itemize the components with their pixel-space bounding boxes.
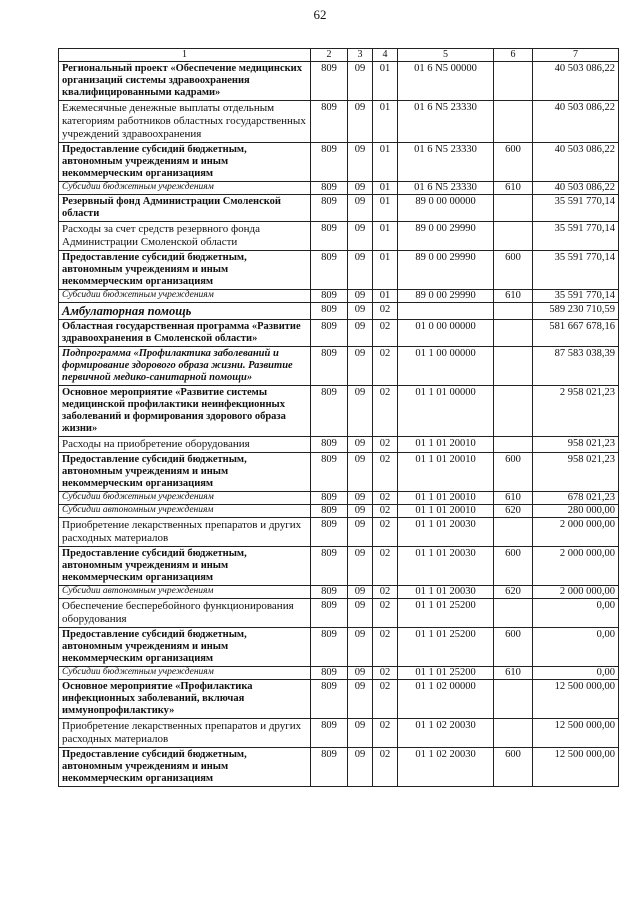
section-cell: 09 <box>348 62 373 101</box>
expense-type-cell <box>494 101 533 143</box>
item-name-cell: Резервный фонд Администрации Смоленской области <box>59 195 311 222</box>
subsection-cell: 02 <box>373 386 398 437</box>
target-article-cell: 01 6 N5 23330 <box>398 182 494 195</box>
table-row <box>59 437 619 453</box>
amount-cell: 12 500 000,00 <box>533 719 619 748</box>
amount-cell: 678 021,23 <box>533 492 619 505</box>
target-article-cell: 01 1 01 20030 <box>398 518 494 547</box>
expense-type-cell <box>494 320 533 347</box>
amount-cell: 958 021,23 <box>533 437 619 453</box>
table-row <box>59 505 619 518</box>
target-article-cell: 89 0 00 29990 <box>398 251 494 290</box>
subsection-cell: 01 <box>373 143 398 182</box>
ministry-code-cell: 809 <box>311 719 348 748</box>
subsection-cell: 02 <box>373 492 398 505</box>
table-row <box>59 667 619 680</box>
item-name-cell: Предоставление субсидий бюджетным, автономным учреждениям и иным некоммерческим организациям <box>59 453 311 492</box>
section-cell: 09 <box>348 680 373 719</box>
page-number: 62 <box>313 7 327 22</box>
ministry-code-cell: 809 <box>311 251 348 290</box>
item-name-cell: Предоставление субсидий бюджетным, автономным учреждениям и иным некоммерческим организациям <box>59 547 311 586</box>
ministry-code-cell: 809 <box>311 182 348 195</box>
ministry-code-cell: 809 <box>311 222 348 251</box>
section-cell: 09 <box>348 222 373 251</box>
subsection-cell: 01 <box>373 222 398 251</box>
ministry-code-cell: 809 <box>311 628 348 667</box>
ministry-code-cell: 809 <box>311 195 348 222</box>
table-row <box>59 195 619 222</box>
table-row <box>59 586 619 599</box>
subsection-cell: 02 <box>373 347 398 386</box>
section-cell: 09 <box>348 599 373 628</box>
expense-type-cell: 600 <box>494 628 533 667</box>
item-name-cell: Амбулаторная помощь <box>59 303 311 320</box>
target-article-cell: 01 1 02 20030 <box>398 748 494 787</box>
expense-type-cell: 620 <box>494 505 533 518</box>
item-name-cell: Ежемесячные денежные выплаты отдельным категориям работников областных государственных учреждений здравоохранения <box>59 101 311 143</box>
expense-type-cell <box>494 386 533 437</box>
item-name-cell: Расходы за счет средств резервного фонда Администрации Смоленской области <box>59 222 311 251</box>
amount-cell: 958 021,23 <box>533 453 619 492</box>
item-name-cell: Предоставление субсидий бюджетным, автономным учреждениям и иным некоммерческим организациям <box>59 628 311 667</box>
target-article-cell: 01 1 01 20030 <box>398 586 494 599</box>
expense-type-cell <box>494 680 533 719</box>
header-cell-4: 4 <box>373 49 398 62</box>
section-cell: 09 <box>348 719 373 748</box>
section-cell: 09 <box>348 437 373 453</box>
ministry-code-cell: 809 <box>311 680 348 719</box>
table-body <box>59 62 619 787</box>
ministry-code-cell: 809 <box>311 505 348 518</box>
expense-type-cell <box>494 303 533 320</box>
item-name-cell: Региональный проект «Обеспечение медицинских организаций системы здравоохранения квалифицированными кадрами» <box>59 62 311 101</box>
amount-cell: 40 503 086,22 <box>533 143 619 182</box>
table-row <box>59 492 619 505</box>
expense-type-cell: 610 <box>494 290 533 303</box>
subsection-cell: 01 <box>373 251 398 290</box>
target-article-cell: 01 1 02 00000 <box>398 680 494 719</box>
subsection-cell: 02 <box>373 680 398 719</box>
subsection-cell: 01 <box>373 101 398 143</box>
target-article-cell: 01 1 01 20010 <box>398 453 494 492</box>
amount-cell: 35 591 770,14 <box>533 222 619 251</box>
item-name-cell: Расходы на приобретение оборудования <box>59 437 311 453</box>
table-row <box>59 453 619 492</box>
item-name-cell: Подпрограмма «Профилактика заболеваний и формирование здорового образа жизни. Развитие первичной медико-санитарной помощи» <box>59 347 311 386</box>
item-name-cell: Субсидии бюджетным учреждениям <box>59 182 311 195</box>
target-article-cell: 01 1 01 25200 <box>398 667 494 680</box>
target-article-cell: 01 1 02 20030 <box>398 719 494 748</box>
section-cell: 09 <box>348 586 373 599</box>
item-name-cell: Субсидии бюджетным учреждениям <box>59 290 311 303</box>
expense-type-cell: 600 <box>494 143 533 182</box>
header-cell-2: 2 <box>311 49 348 62</box>
target-article-cell <box>398 303 494 320</box>
item-name-cell: Основное мероприятие «Развитие системы медицинской профилактики неинфекционных заболеваний и формирования здорового образа жизни» <box>59 386 311 437</box>
target-article-cell: 01 1 01 20010 <box>398 437 494 453</box>
amount-cell: 87 583 038,39 <box>533 347 619 386</box>
amount-cell: 35 591 770,14 <box>533 251 619 290</box>
header-row <box>59 49 619 62</box>
expense-type-cell <box>494 195 533 222</box>
section-cell: 09 <box>348 251 373 290</box>
ministry-code-cell: 809 <box>311 586 348 599</box>
section-cell: 09 <box>348 303 373 320</box>
section-cell: 09 <box>348 748 373 787</box>
expense-type-cell <box>494 599 533 628</box>
subsection-cell: 02 <box>373 320 398 347</box>
target-article-cell: 01 1 01 00000 <box>398 386 494 437</box>
table-row <box>59 599 619 628</box>
ministry-code-cell: 809 <box>311 599 348 628</box>
subsection-cell: 01 <box>373 182 398 195</box>
subsection-cell: 02 <box>373 748 398 787</box>
expense-type-cell <box>494 62 533 101</box>
ministry-code-cell: 809 <box>311 547 348 586</box>
section-cell: 09 <box>348 143 373 182</box>
subsection-cell: 02 <box>373 453 398 492</box>
ministry-code-cell: 809 <box>311 143 348 182</box>
subsection-cell: 02 <box>373 586 398 599</box>
item-name-cell: Областная государственная программа «Развитие здравоохранения в Смоленской области» <box>59 320 311 347</box>
ministry-code-cell: 809 <box>311 518 348 547</box>
subsection-cell: 02 <box>373 505 398 518</box>
target-article-cell: 01 1 01 25200 <box>398 628 494 667</box>
section-cell: 09 <box>348 628 373 667</box>
subsection-cell: 02 <box>373 518 398 547</box>
table-row <box>59 320 619 347</box>
expense-type-cell <box>494 347 533 386</box>
expense-type-cell <box>494 222 533 251</box>
table-row <box>59 143 619 182</box>
amount-cell: 35 591 770,14 <box>533 290 619 303</box>
header-cell-7: 7 <box>533 49 619 62</box>
table-row <box>59 680 619 719</box>
amount-cell: 12 500 000,00 <box>533 748 619 787</box>
table-row <box>59 222 619 251</box>
amount-cell: 2 000 000,00 <box>533 586 619 599</box>
subsection-cell: 02 <box>373 547 398 586</box>
ministry-code-cell: 809 <box>311 437 348 453</box>
amount-cell: 589 230 710,59 <box>533 303 619 320</box>
subsection-cell: 01 <box>373 195 398 222</box>
section-cell: 09 <box>348 547 373 586</box>
table-row <box>59 62 619 101</box>
ministry-code-cell: 809 <box>311 748 348 787</box>
table-row <box>59 628 619 667</box>
expense-type-cell: 610 <box>494 667 533 680</box>
ministry-code-cell: 809 <box>311 303 348 320</box>
amount-cell: 280 000,00 <box>533 505 619 518</box>
expense-type-cell: 620 <box>494 586 533 599</box>
header-cell-5: 5 <box>398 49 494 62</box>
table-row <box>59 719 619 748</box>
expense-type-cell: 600 <box>494 251 533 290</box>
expense-type-cell <box>494 437 533 453</box>
subsection-cell: 02 <box>373 599 398 628</box>
item-name-cell: Предоставление субсидий бюджетным, автономным учреждениям и иным некоммерческим организациям <box>59 251 311 290</box>
subsection-cell: 02 <box>373 437 398 453</box>
table-row <box>59 303 619 320</box>
table-row <box>59 748 619 787</box>
item-name-cell: Субсидии автономным учреждениям <box>59 586 311 599</box>
item-name-cell: Приобретение лекарственных препаратов и других расходных материалов <box>59 518 311 547</box>
ministry-code-cell: 809 <box>311 320 348 347</box>
ministry-code-cell: 809 <box>311 453 348 492</box>
ministry-code-cell: 809 <box>311 347 348 386</box>
table-row <box>59 347 619 386</box>
section-cell: 09 <box>348 505 373 518</box>
amount-cell: 581 667 678,16 <box>533 320 619 347</box>
section-cell: 09 <box>348 453 373 492</box>
section-cell: 09 <box>348 492 373 505</box>
subsection-cell: 02 <box>373 628 398 667</box>
amount-cell: 2 958 021,23 <box>533 386 619 437</box>
target-article-cell: 89 0 00 29990 <box>398 222 494 251</box>
amount-cell: 35 591 770,14 <box>533 195 619 222</box>
amount-cell: 0,00 <box>533 599 619 628</box>
table-row <box>59 182 619 195</box>
subsection-cell: 01 <box>373 62 398 101</box>
expense-type-cell <box>494 719 533 748</box>
target-article-cell: 89 0 00 00000 <box>398 195 494 222</box>
amount-cell: 40 503 086,22 <box>533 101 619 143</box>
amount-cell: 0,00 <box>533 628 619 667</box>
table-row <box>59 547 619 586</box>
target-article-cell: 01 1 01 20030 <box>398 547 494 586</box>
subsection-cell: 02 <box>373 719 398 748</box>
header-cell-6: 6 <box>494 49 533 62</box>
target-article-cell: 89 0 00 29990 <box>398 290 494 303</box>
amount-cell: 2 000 000,00 <box>533 518 619 547</box>
item-name-cell: Приобретение лекарственных препаратов и других расходных материалов <box>59 719 311 748</box>
ministry-code-cell: 809 <box>311 492 348 505</box>
target-article-cell: 01 0 00 00000 <box>398 320 494 347</box>
header-cell-1: 1 <box>59 49 311 62</box>
amount-cell: 0,00 <box>533 667 619 680</box>
target-article-cell: 01 1 01 20010 <box>398 492 494 505</box>
item-name-cell: Основное мероприятие «Профилактика инфекционных заболеваний, включая иммунопрофилактику» <box>59 680 311 719</box>
ministry-code-cell: 809 <box>311 62 348 101</box>
table-row <box>59 101 619 143</box>
ministry-code-cell: 809 <box>311 101 348 143</box>
amount-cell: 2 000 000,00 <box>533 547 619 586</box>
item-name-cell: Предоставление субсидий бюджетным, автономным учреждениям и иным некоммерческим организациям <box>59 143 311 182</box>
section-cell: 09 <box>348 518 373 547</box>
target-article-cell: 01 1 01 25200 <box>398 599 494 628</box>
section-cell: 09 <box>348 667 373 680</box>
table-row <box>59 386 619 437</box>
item-name-cell: Субсидии бюджетным учреждениям <box>59 492 311 505</box>
ministry-code-cell: 809 <box>311 386 348 437</box>
target-article-cell: 01 6 N5 23330 <box>398 101 494 143</box>
section-cell: 09 <box>348 101 373 143</box>
ministry-code-cell: 809 <box>311 667 348 680</box>
target-article-cell: 01 1 01 20010 <box>398 505 494 518</box>
table-row <box>59 251 619 290</box>
section-cell: 09 <box>348 182 373 195</box>
ministry-code-cell: 809 <box>311 290 348 303</box>
section-cell: 09 <box>348 347 373 386</box>
subsection-cell: 02 <box>373 303 398 320</box>
amount-cell: 40 503 086,22 <box>533 182 619 195</box>
amount-cell: 40 503 086,22 <box>533 62 619 101</box>
expense-type-cell: 610 <box>494 492 533 505</box>
expense-type-cell <box>494 518 533 547</box>
section-cell: 09 <box>348 195 373 222</box>
expense-type-cell: 600 <box>494 547 533 586</box>
section-cell: 09 <box>348 290 373 303</box>
section-cell: 09 <box>348 320 373 347</box>
subsection-cell: 02 <box>373 667 398 680</box>
target-article-cell: 01 1 00 00000 <box>398 347 494 386</box>
expense-type-cell: 600 <box>494 748 533 787</box>
target-article-cell: 01 6 N5 23330 <box>398 143 494 182</box>
expense-type-cell: 600 <box>494 453 533 492</box>
item-name-cell: Субсидии автономным учреждениям <box>59 505 311 518</box>
item-name-cell: Обеспечение бесперебойного функционирования оборудования <box>59 599 311 628</box>
amount-cell: 12 500 000,00 <box>533 680 619 719</box>
expense-type-cell: 610 <box>494 182 533 195</box>
header-cell-3: 3 <box>348 49 373 62</box>
item-name-cell: Предоставление субсидий бюджетным, автономным учреждениям и иным некоммерческим организациям <box>59 748 311 787</box>
table-row <box>59 518 619 547</box>
table-row <box>59 290 619 303</box>
target-article-cell: 01 6 N5 00000 <box>398 62 494 101</box>
item-name-cell: Субсидии бюджетным учреждениям <box>59 667 311 680</box>
section-cell: 09 <box>348 386 373 437</box>
budget-table <box>58 48 619 787</box>
subsection-cell: 01 <box>373 290 398 303</box>
